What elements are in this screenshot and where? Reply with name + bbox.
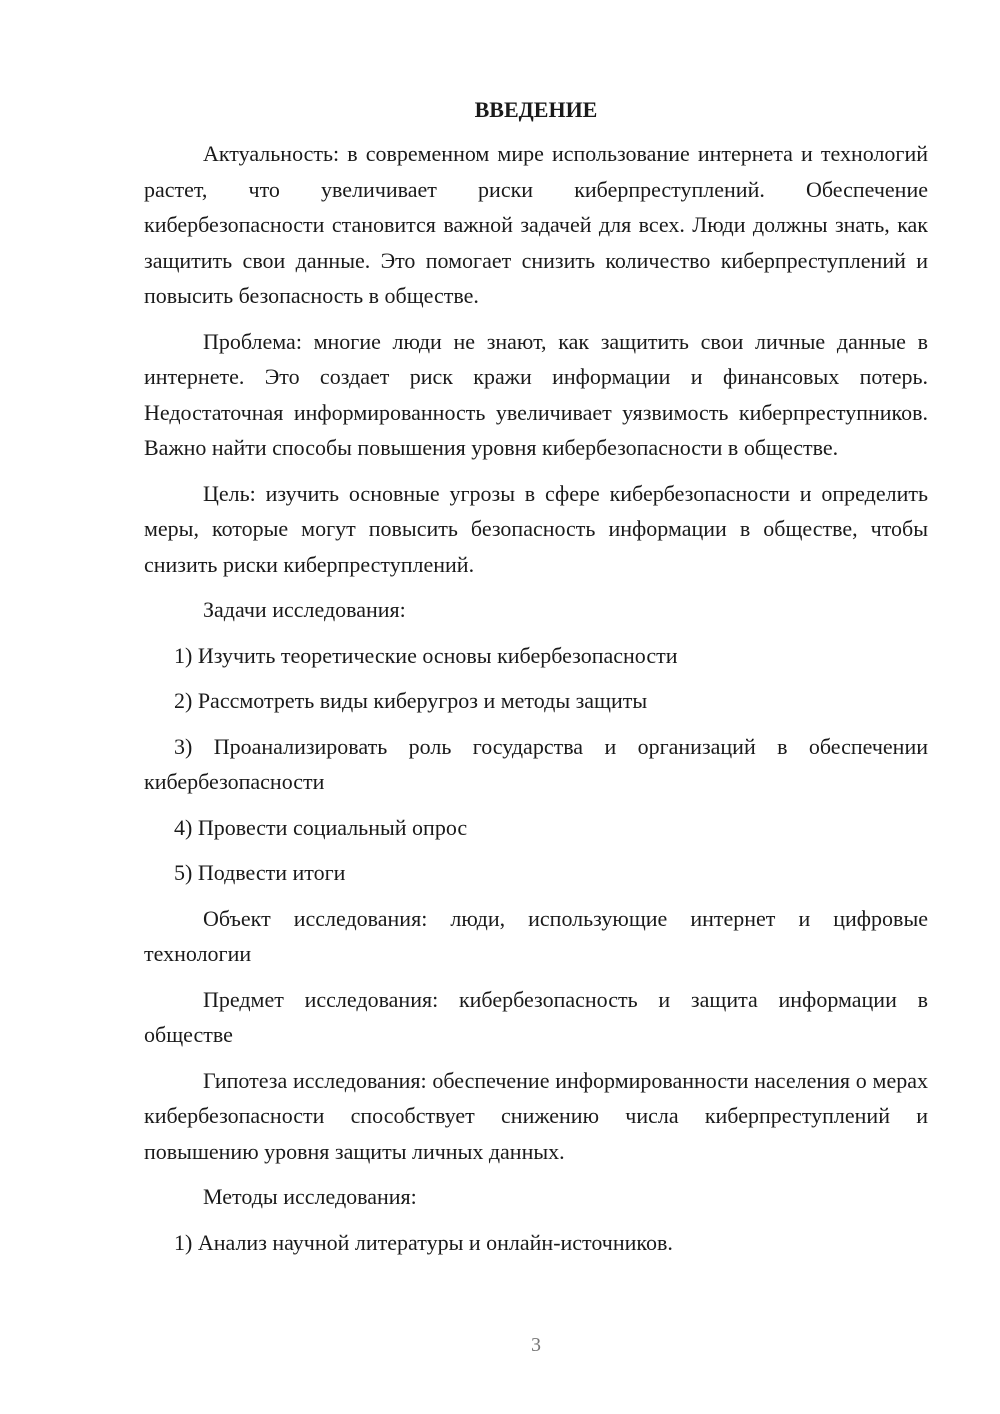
page-number: 3 (531, 1334, 541, 1356)
page-content (144, 96, 928, 1270)
task-item: 2) Рассмотреть виды киберугроз и методы защиты (174, 688, 648, 713)
paragraph-tasks-heading: Задачи исследования: (203, 597, 406, 622)
task-item: 1) Изучить теоретические основы кибербезопасности (174, 642, 678, 668)
paragraph-problem: Проблема: многие люди не знают, как защитить свои личные данные в интернете. Это создает риск кражи информации и финансовых потерь. Недостаточная информированность увеличивает уязвимость киберпреступников. Важно найти способы повышения уровня кибербезопасности в обществе. (144, 328, 928, 460)
method-item: 1) Анализ научной литературы и онлайн-источников. (174, 1229, 673, 1255)
paragraph-subject: Предмет исследования: кибербезопасность и защита информации в обществе (144, 986, 928, 1047)
paragraph-goal: Цель: изучить основные угрозы в сфере кибербезопасности и определить меры, которые могут повысить безопасность информации в обществе, чтобы снизить риски киберпреступлений. (144, 480, 928, 577)
paragraph-object: Объект исследования: люди, использующие интернет и цифровые технологии (144, 905, 928, 966)
paragraph-methods-heading: Методы исследования: (203, 1184, 417, 1209)
task-item: 4) Провести социальный опрос (174, 814, 468, 840)
task-item: 3) Проанализировать роль государства и организаций в обеспечении кибербезопасности (144, 733, 928, 794)
paragraph-hypothesis: Гипотеза исследования: обеспечение информированности населения о мерах кибербезопасности способствует снижению числа киберпреступлений и повышению уровня защиты личных данных. (144, 1067, 928, 1164)
page-title: ВВЕДЕНИЕ (474, 97, 598, 122)
paragraph-relevance: Актуальность: в современном мире использование интернета и технологий растет, что увеличивает риски киберпреступлений. Обеспечение кибербезопасности становится важной задачей для всех. Люди должны знать, как защитить свои данные. Это помогает снизить количество киберпреступлений и повысить безопасность в обществе. (144, 141, 928, 308)
task-item: 5) Подвести итоги (174, 860, 346, 885)
